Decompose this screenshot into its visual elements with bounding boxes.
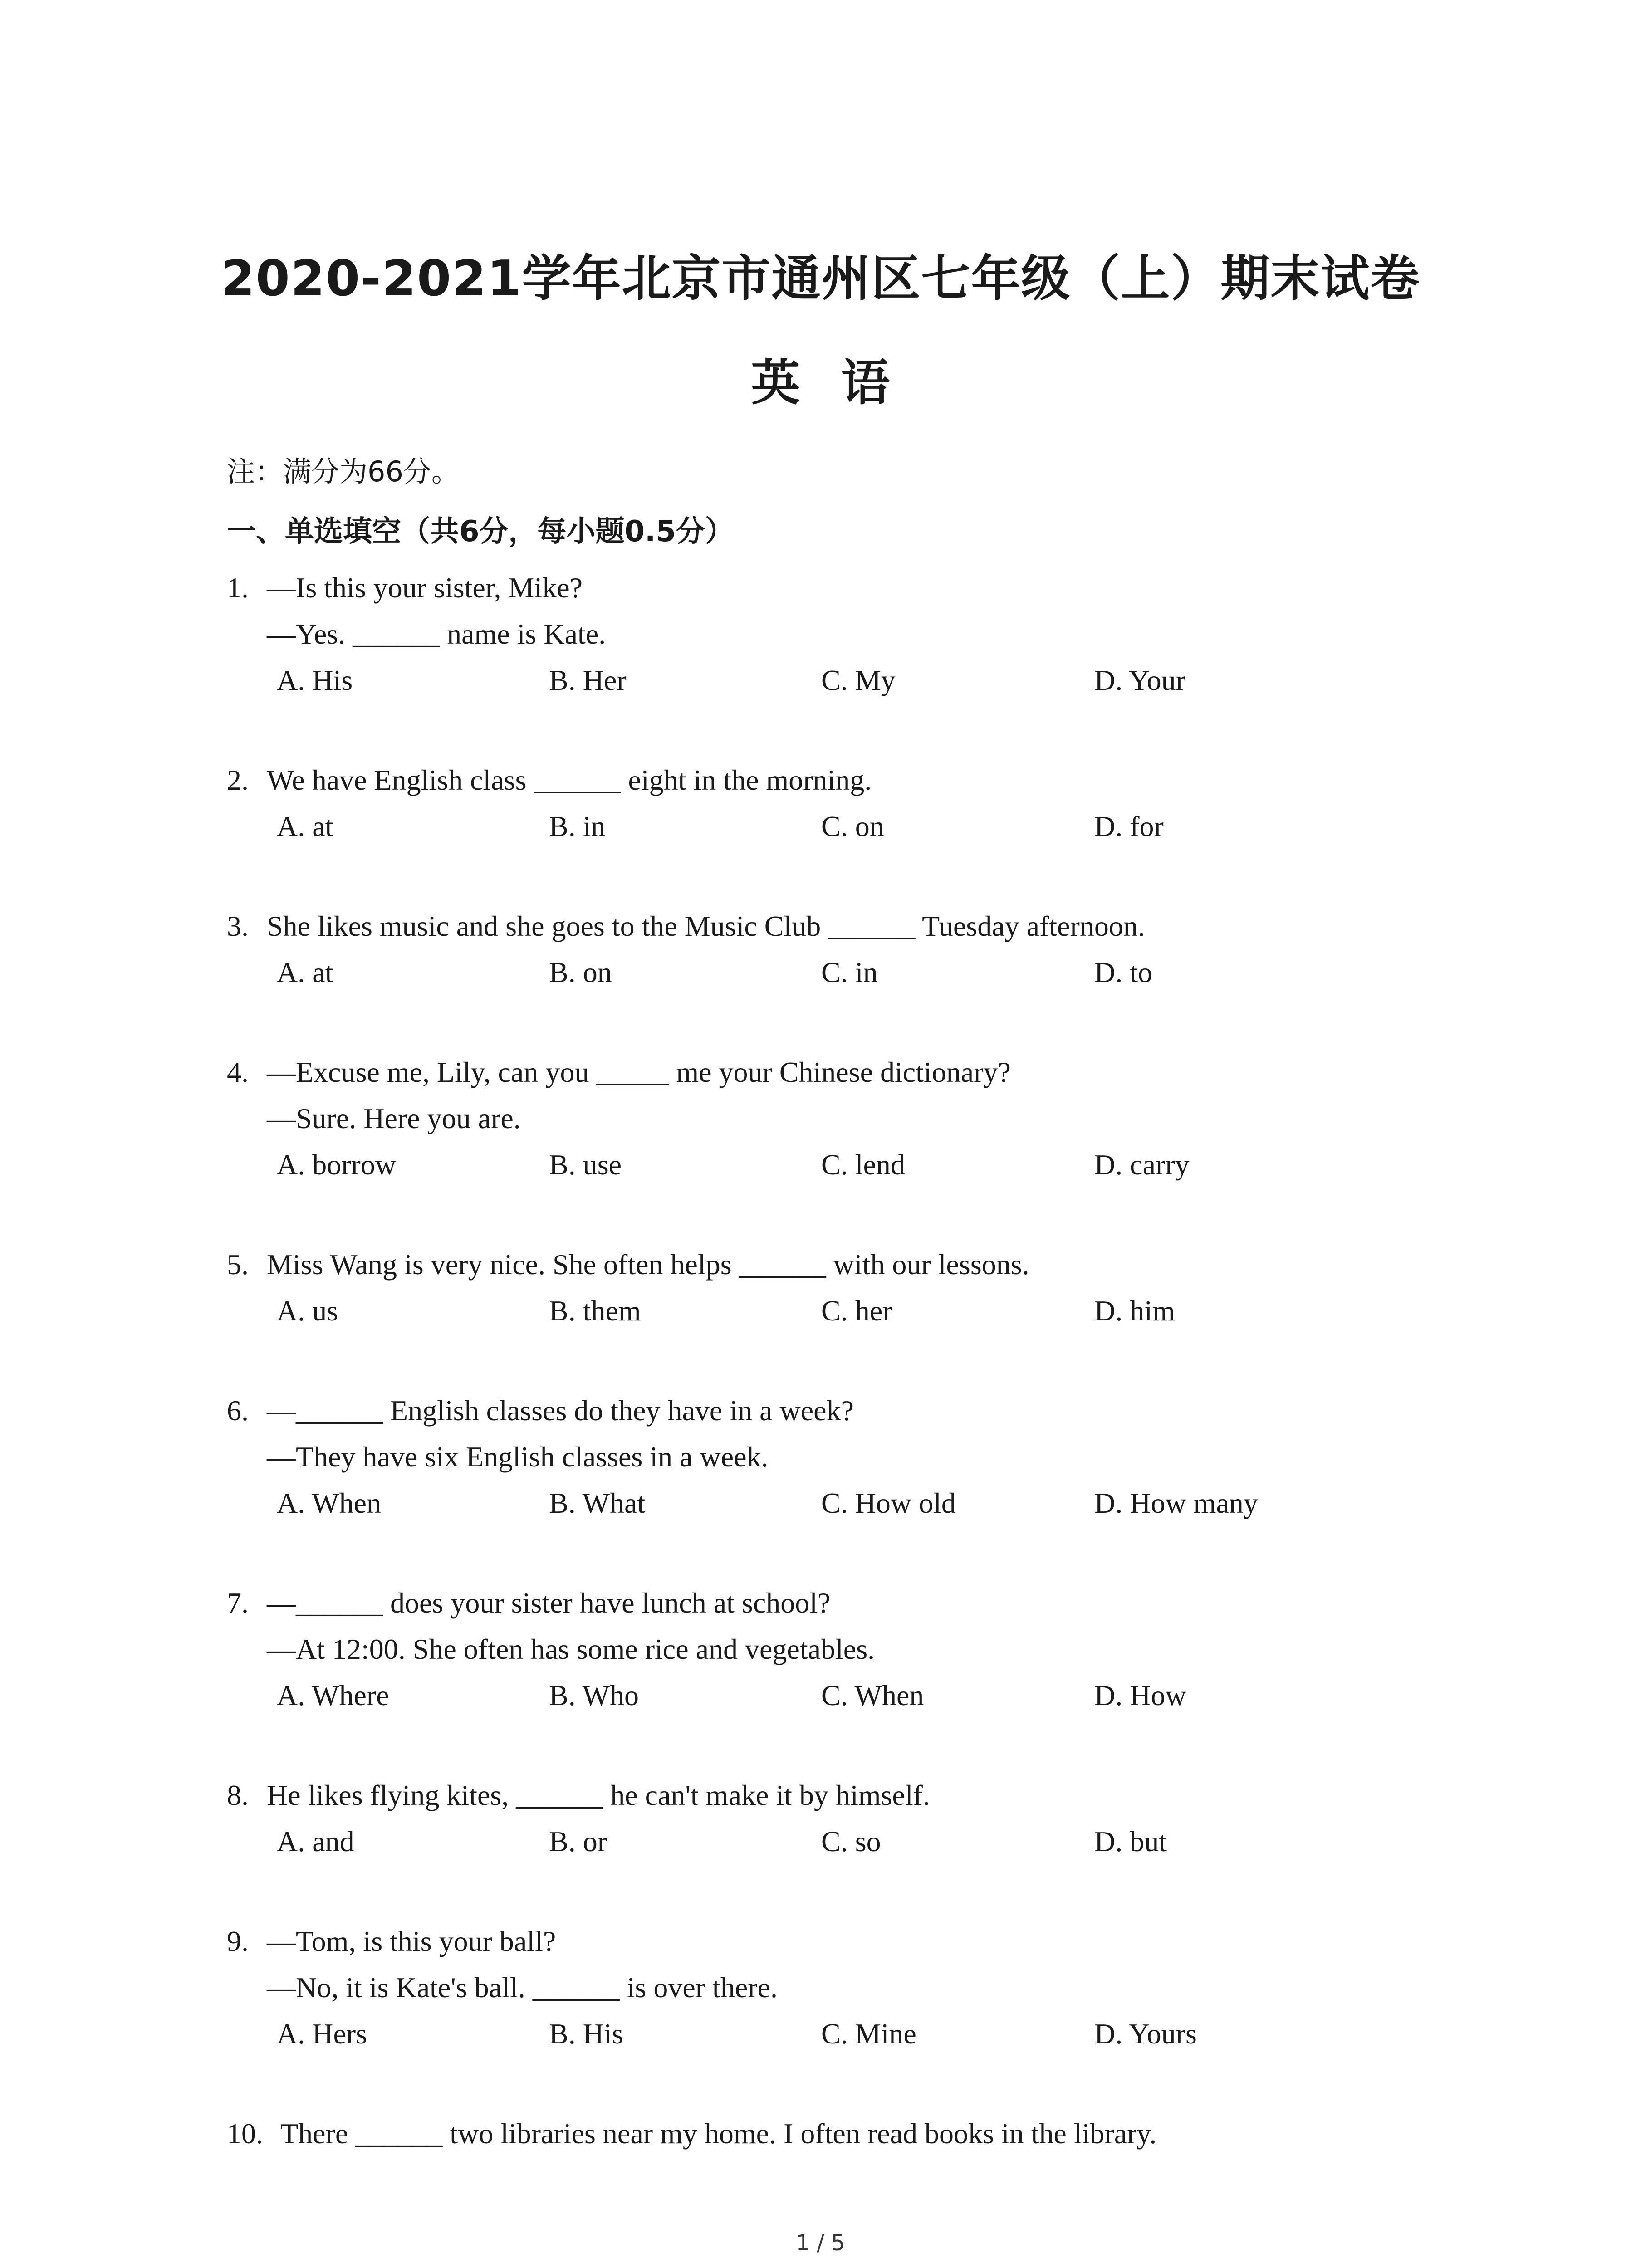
question-number: 10.	[227, 2117, 263, 2150]
question-number: 4.	[227, 1056, 249, 1088]
answer-options	[227, 2011, 1452, 2057]
question-3	[227, 903, 1452, 996]
question-text: Miss Wang is very nice. She often helps ______ with our lessons.	[267, 1248, 1029, 1281]
option-b: B. His	[549, 2018, 623, 2050]
question-line	[227, 1388, 1452, 1434]
question-text: —______ does your sister have lunch at school?	[267, 1587, 831, 1619]
question-text: —Is this your sister, Mike?	[267, 572, 583, 604]
option-b: B. or	[549, 1825, 607, 1857]
subject-title: 英语	[751, 355, 931, 411]
option-a: A. borrow	[277, 1149, 397, 1181]
option-b: B. use	[549, 1149, 622, 1181]
question-1	[227, 565, 1452, 704]
question-number: 3.	[227, 910, 249, 942]
option-c: C. on	[821, 810, 884, 842]
question-text: —______ English classes do they have in a week?	[267, 1394, 854, 1427]
question-line	[227, 1242, 1452, 1288]
option-b: B. them	[549, 1295, 641, 1327]
option-c: C. Mine	[821, 2018, 916, 2050]
question-line	[227, 2111, 1452, 2157]
question-line	[227, 1095, 1452, 1142]
option-c: C. How old	[821, 1487, 956, 1519]
option-a: A. Hers	[277, 2018, 367, 2050]
option-d: D. to	[1094, 956, 1152, 988]
question-number: 7.	[227, 1587, 249, 1619]
option-d: D. for	[1094, 810, 1164, 842]
question-5	[227, 1242, 1452, 1334]
question-text: He likes flying kites, ______ he can't make it by himself.	[267, 1779, 930, 1811]
question-text: She likes music and she goes to the Music Club ______ Tuesday afternoon.	[267, 910, 1145, 942]
question-line	[227, 1580, 1452, 1626]
option-a: A. at	[277, 810, 333, 842]
answer-options	[227, 1142, 1452, 1188]
question-text: —They have six English classes in a week.	[267, 1441, 769, 1473]
option-c: C. her	[821, 1295, 892, 1327]
option-d: D. but	[1094, 1825, 1167, 1857]
answer-options	[227, 1480, 1452, 1526]
option-a: A. us	[277, 1295, 338, 1327]
option-c: C. so	[821, 1825, 881, 1857]
answer-options	[227, 1672, 1452, 1719]
question-number: 9.	[227, 1925, 249, 1957]
question-text: —No, it is Kate's ball. ______ is over there.	[267, 1971, 778, 2004]
option-c: C. in	[821, 956, 878, 988]
question-10	[227, 2111, 1452, 2157]
option-c: C. When	[821, 1679, 924, 1711]
question-line	[227, 1626, 1452, 1672]
question-7	[227, 1580, 1452, 1719]
option-d: D. Your	[1094, 664, 1185, 696]
option-d: D. How	[1094, 1679, 1186, 1711]
answer-options	[227, 803, 1452, 850]
score-note: 注：满分为66分。	[227, 455, 460, 488]
question-text: We have English class ______ eight in the morning.	[267, 764, 872, 796]
question-number: 5.	[227, 1248, 249, 1281]
option-d: D. him	[1094, 1295, 1175, 1327]
option-c: C. My	[821, 664, 896, 696]
option-d: D. Yours	[1094, 2018, 1197, 2050]
question-line	[227, 903, 1452, 949]
option-a: A. When	[277, 1487, 381, 1519]
question-number: 8.	[227, 1779, 249, 1811]
answer-options	[227, 949, 1452, 996]
option-b: B. in	[549, 810, 606, 842]
question-line	[227, 1434, 1452, 1480]
question-2	[227, 757, 1452, 850]
option-a: A. Where	[277, 1679, 389, 1711]
question-list	[227, 565, 1452, 2210]
answer-options	[227, 1288, 1452, 1334]
option-b: B. What	[549, 1487, 646, 1519]
question-line	[227, 565, 1452, 611]
question-text: —Tom, is this your ball?	[267, 1925, 556, 1957]
section-heading: 一、单选填空（共6分，每小题0.5分）	[227, 515, 734, 548]
answer-options	[227, 657, 1452, 704]
option-d: D. How many	[1094, 1487, 1258, 1519]
option-a: A. at	[277, 956, 333, 988]
question-9	[227, 1918, 1452, 2057]
option-d: D. carry	[1094, 1149, 1190, 1181]
answer-options	[227, 1818, 1452, 1865]
option-c: C. lend	[821, 1149, 905, 1181]
question-text: —Sure. Here you are.	[267, 1102, 521, 1134]
question-8	[227, 1772, 1452, 1865]
option-b: B. Her	[549, 664, 627, 696]
page-number: 1 / 5	[796, 2230, 845, 2256]
question-6	[227, 1388, 1452, 1526]
option-b: B. on	[549, 956, 612, 988]
option-b: B. Who	[549, 1679, 639, 1711]
question-number: 6.	[227, 1394, 249, 1427]
question-line	[227, 1965, 1452, 2011]
question-4	[227, 1049, 1452, 1188]
question-line	[227, 1918, 1452, 1965]
question-line	[227, 1049, 1452, 1095]
question-line	[227, 1772, 1452, 1818]
question-text: There ______ two libraries near my home. I often read books in the library.	[280, 2117, 1157, 2150]
option-a: A. His	[277, 664, 353, 696]
question-line	[227, 611, 1452, 657]
option-a: A. and	[277, 1825, 354, 1857]
question-text: —At 12:00. She often has some rice and vegetables.	[267, 1633, 875, 1665]
question-number: 2.	[227, 764, 249, 796]
question-text: —Excuse me, Lily, can you _____ me your Chinese dictionary?	[267, 1056, 1011, 1088]
question-line	[227, 757, 1452, 803]
question-text: —Yes. ______ name is Kate.	[267, 618, 606, 650]
question-number: 1.	[227, 572, 249, 604]
page-title: 2020-2021学年北京市通州区七年级（上）期末试卷	[220, 250, 1421, 307]
